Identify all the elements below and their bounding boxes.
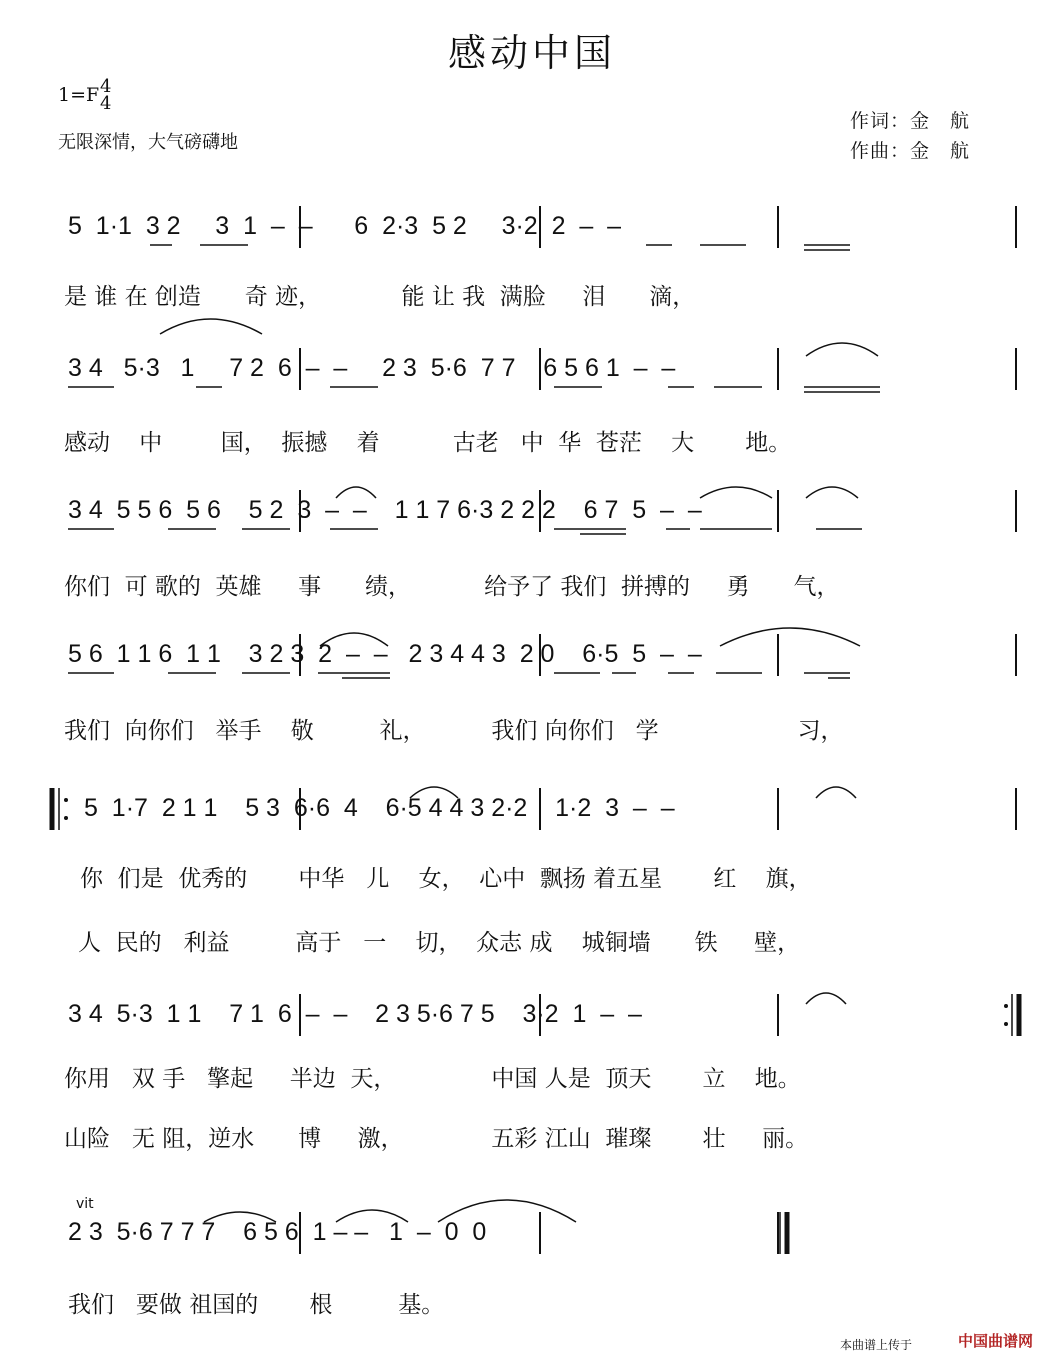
slur [204,1212,276,1222]
notes-row-3: 3 4 5 5 6 5 6 5 2 3 – – 1 1 7 6·3 2 2 2 6 7 5 – – [68,496,702,524]
key-signature: 1=F [58,84,100,106]
meter-bottom: 4 [100,93,112,114]
meter-top: 4 [100,76,112,97]
notes-row-6: 3 4 5·3 1 1 7 1 6 – – 2 3 5·6 7 5 3·2 1 – – [68,1000,642,1028]
expression-mark: 无限深情，大气磅礴地 [58,132,238,153]
slur [336,487,376,498]
slur [806,993,846,1004]
lyrics-row-5-verse-2: 人 民的 利益 高于 一 切， 众志 成 城铜墙 铁 壁， [78,930,801,956]
lyrics-row-3: 你们 可 歌的 英雄 事 绩， 给予了 我们 拼搏的 勇 气， [64,574,840,600]
repeat-dot [1004,1022,1008,1026]
composer-credit: 作曲：金 航 [850,140,971,162]
lyrics-row-1: 是 谁 在 创造 奇 迹， 能 让 我 满脸 泪 滴， [64,284,696,310]
lyrics-row-5-verse-1: 你 们是 优秀的 中华 儿 女， 心中 飘扬 着五星 红 旗， [80,866,812,892]
slur [438,1200,576,1222]
notes-row-7: 2 3 5·6 7 7 7 6 5 6 1 – – 1 – 0 0 [68,1218,487,1246]
lyrics-row-4: 我们 向你们 举手 敬 礼， 我们 向你们 学 习， [64,718,844,744]
tempo-mark: vit [76,1196,94,1212]
slur [160,319,262,334]
score-title: 感动中国 [447,31,616,75]
slur [806,487,858,498]
repeat-dot [64,816,68,820]
slur [700,487,772,498]
slur [806,343,878,356]
slur [320,633,388,646]
lyrics-row-7: 我们 要做 祖国的 根 基。 [68,1292,445,1318]
repeat-dot [64,798,68,802]
slur [410,787,458,798]
slur [816,787,856,798]
repeat-dot [1004,1004,1008,1008]
lyrics-row-6-verse-2: 山险 无 阻，逆水 博 激， 五彩 江山 璀璨 壮 丽。 [64,1126,809,1152]
site-logo[interactable]: 中国曲谱网 [958,1332,1034,1350]
notes-row-4: 5 6 1 1 6 1 1 3 2 3 2 – – 2 3 4 4 3 2 0 6·5 5 – – [68,640,702,668]
footer-text: 本曲谱上传于 [840,1338,913,1352]
notes-row-5: 5 1·7 2 1 1 5 3 6·6 4 6·5 4 4 3 2·2 1·2 3 – – [84,794,675,822]
notes-row-1: 5 1·1 3 2 3 1 – – 6 2·3 5 2 3·2 2 – – [68,212,622,240]
lyrics-row-2: 感动 中 国， 振撼 着 古老 中 华 苍茫 大 地。 [64,430,792,456]
slur [336,1210,408,1222]
notes-row-2: 3 4 5·3 1 7 2 6 – – 2 3 5·6 7 7 6 5 6 1 – – [68,354,676,382]
lyricist-credit: 作词：金 航 [850,110,971,132]
lyrics-row-6-verse-1: 你用 双 手 擎起 半边 天， 中国 人是 顶天 立 地。 [64,1066,801,1092]
slur [720,628,860,646]
